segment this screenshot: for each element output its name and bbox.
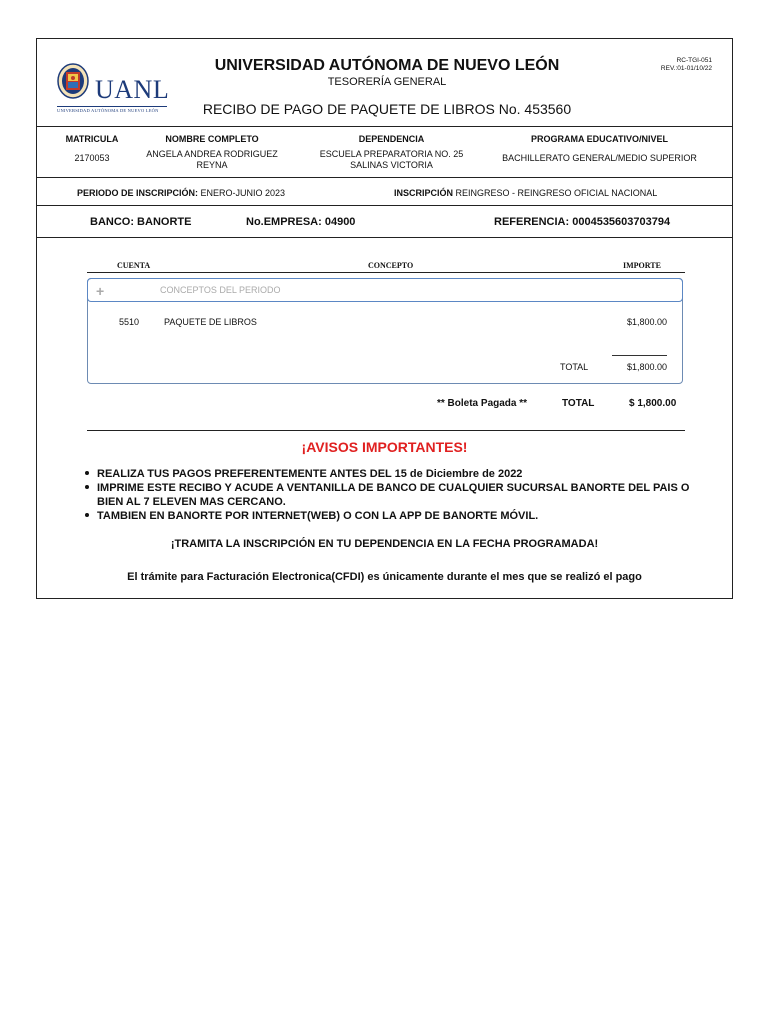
student-info (37, 127, 732, 178)
row-importe: $1,800.00 (626, 317, 667, 327)
table-total-value: $1,800.00 (626, 362, 667, 372)
dependencia-column (309, 133, 474, 171)
bullet-icon (85, 485, 89, 489)
code-line-2: REV.:01-01/10/22 (660, 65, 712, 72)
periodo-field (77, 188, 285, 198)
bank-name: BANCO: BANORTE (90, 216, 192, 228)
periodo-row (37, 178, 732, 206)
column-header-importe: IMPORTE (623, 261, 661, 270)
matricula-value: 2170053 (74, 153, 110, 163)
nombre-column (142, 133, 282, 171)
concepts-table (87, 278, 683, 384)
inscripcion-value: REINGRESO - REINGRESO OFICIAL NACIONAL (455, 188, 658, 198)
matricula-column (47, 133, 137, 164)
company-number: No.EMPRESA: 04900 (246, 216, 356, 228)
receipt-header (37, 39, 732, 127)
table-total-label: TOTAL (560, 362, 589, 372)
list-item (85, 509, 715, 523)
section-divider (87, 430, 685, 431)
paid-total-label: TOTAL (562, 398, 595, 409)
bank-row (37, 206, 732, 238)
column-header-concepto: CONCEPTO (368, 261, 414, 270)
uanl-seal-icon (57, 62, 89, 100)
university-title: UNIVERSIDAD AUTÓNOMA DE NUEVO LEÓN (214, 57, 560, 74)
bullet-icon (85, 513, 89, 517)
paid-total-value: $ 1,800.00 (629, 398, 677, 409)
row-cuenta: 5510 (119, 317, 140, 327)
programa-value: BACHILLERATO GENERAL/MEDIO SUPERIOR (502, 153, 697, 163)
notice-text: IMPRIME ESTE RECIBO Y ACUDE A VENTANILLA DE BANCO DE CUALQUIER SUCURSAL BANORTE DEL PAIS O BIEN AL 7 ELEVEN MAS CERCANO. (97, 482, 690, 508)
logo-subtext: UNIVERSIDAD AUTÓNOMA DE NUEVO LEÓN (57, 108, 159, 113)
periodo-value: ENERO-JUNIO 2023 (200, 188, 286, 198)
notices-list (85, 467, 715, 523)
notice-text: TAMBIEN EN BANORTE POR INTERNET(WEB) O CON LA APP DE BANORTE MÓVIL. (97, 510, 539, 522)
logo-divider (57, 106, 167, 107)
logo-text: UANL (95, 75, 170, 104)
row-concepto: PAQUETE DE LIBROS (164, 317, 257, 327)
total-rule (612, 355, 667, 356)
inscripcion-label: INSCRIPCIÓN (394, 188, 454, 198)
receipt-number-title: RECIBO DE PAGO DE PAQUETE DE LIBROS No. 453560 (202, 101, 572, 117)
concepts-section-header[interactable] (87, 278, 683, 302)
uanl-logo (57, 61, 207, 115)
document-code (661, 57, 712, 73)
list-item (85, 481, 715, 509)
dependencia-label: DEPENDENCIA (358, 134, 425, 144)
bullet-icon (85, 471, 89, 475)
nombre-value: ANGELA ANDREA RODRIGUEZ REYNA (146, 149, 278, 170)
inscripcion-field (394, 188, 657, 198)
list-item (85, 467, 715, 481)
plus-icon[interactable]: + (96, 283, 105, 299)
table-header-rule (87, 272, 685, 273)
periodo-label: PERIODO DE INSCRIPCIÓN: (77, 188, 199, 198)
treasury-subtitle: TESORERÍA GENERAL (327, 76, 447, 88)
code-line-1: RC-TGI-051 (676, 57, 712, 64)
enrollment-reminder: ¡TRAMITA LA INSCRIPCIÓN EN TU DEPENDENCIA EN LA FECHA PROGRAMADA! (170, 538, 599, 550)
column-header-cuenta: CUENTA (117, 261, 151, 270)
notice-text: REALIZA TUS PAGOS PREFERENTEMENTE ANTES DEL 15 de Diciembre de 2022 (97, 468, 523, 480)
programa-column (487, 133, 712, 164)
concepts-section-label: CONCEPTOS DEL PERIODO (160, 285, 281, 295)
payment-status: ** Boleta Pagada ** (437, 398, 528, 409)
matricula-label: MATRICULA (65, 134, 119, 144)
reference-number: REFERENCIA: 0004535603703794 (494, 216, 671, 228)
notices-title: ¡AVISOS IMPORTANTES! (301, 439, 468, 455)
dependencia-value: ESCUELA PREPARATORIA NO. 25 SALINAS VICTORIA (319, 149, 464, 170)
nombre-label: NOMBRE COMPLETO (165, 134, 259, 144)
receipt (36, 38, 733, 599)
programa-label: PROGRAMA EDUCATIVO/NIVEL (530, 134, 668, 144)
invoicing-note: El trámite para Facturación Electronica(CFDI) es únicamente durante el mes que se realizó el pago (127, 571, 642, 583)
